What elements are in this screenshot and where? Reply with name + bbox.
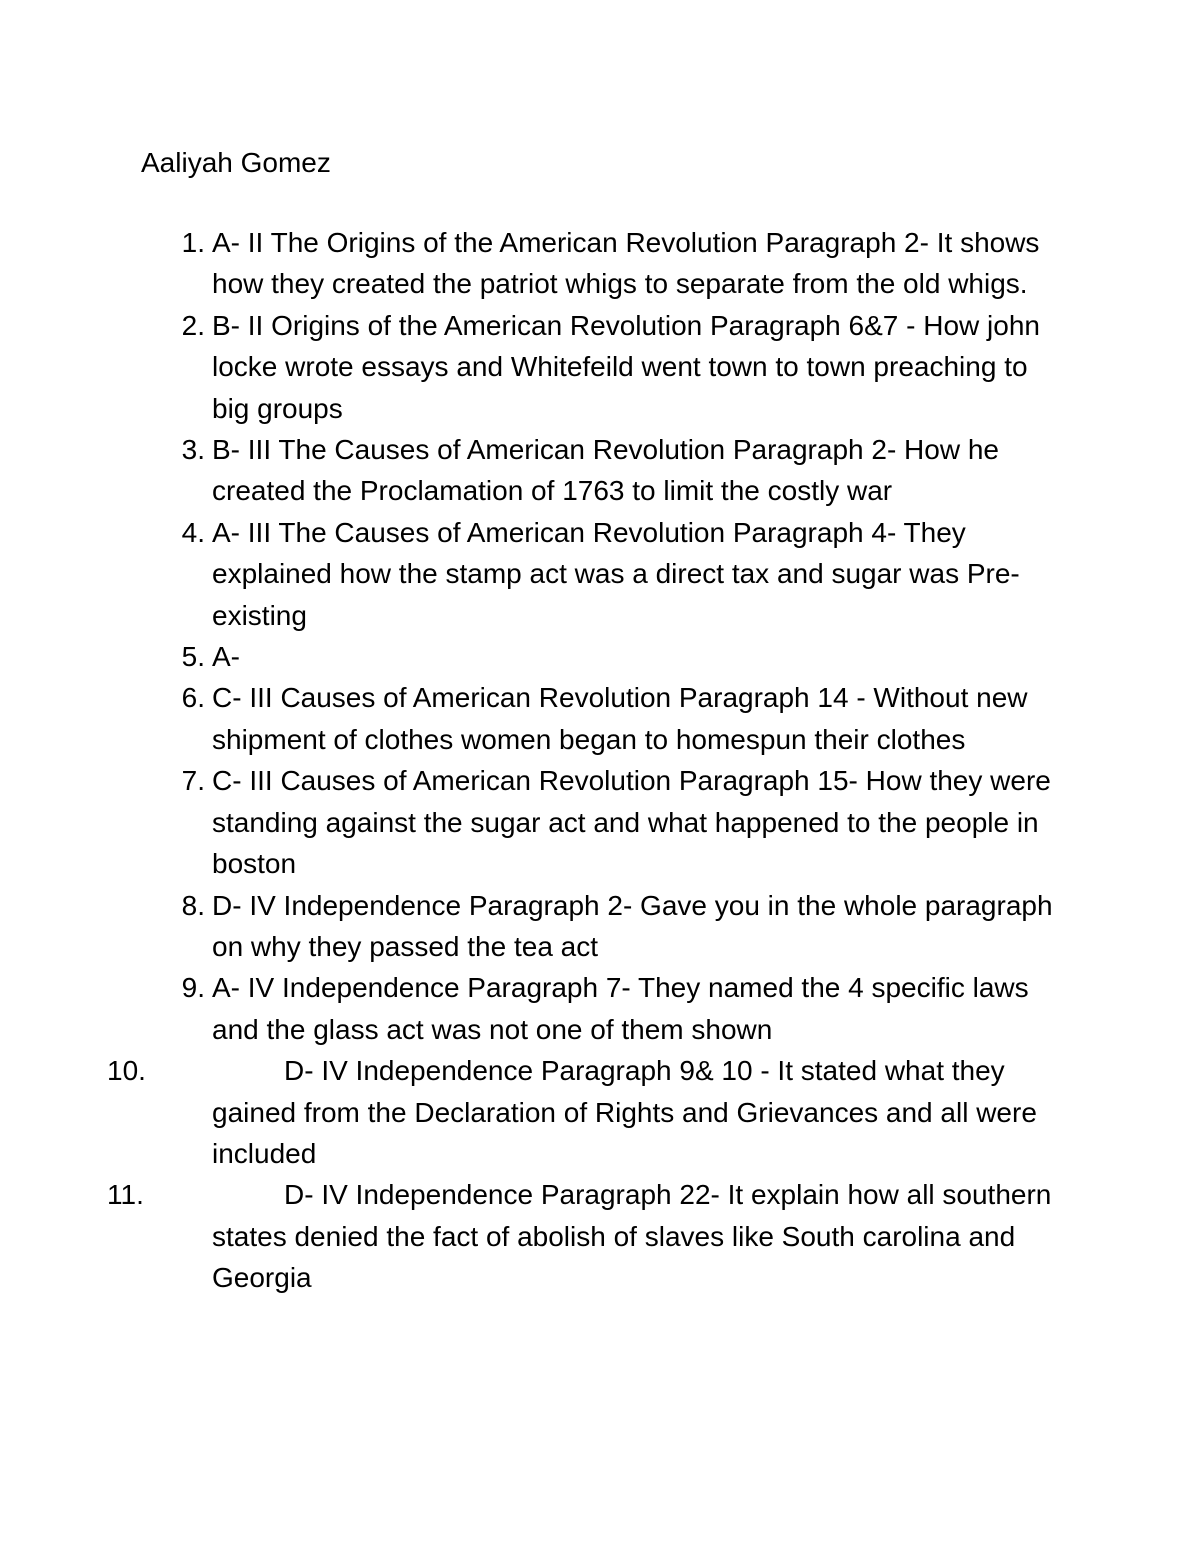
list-text: B- III The Causes of American Revolution Paragraph 2- How he created the Proclamation of 1763 to limit the costly war: [212, 434, 999, 507]
list-number: 7.: [181, 765, 205, 797]
list-text: D- IV Independence Paragraph 2- Gave you in the whole paragraph on why they passed the tea act: [212, 889, 1053, 962]
list-item: [141, 885, 1071, 968]
list-text: D- IV Independence Paragraph 9& 10 - It stated what they gained from the Declaration of Rights and Grievances and all were included: [212, 1055, 1037, 1169]
list-text: B- II Origins of the American Revolution Paragraph 6&7 - How john locke wrote essays and Whitefeild went town to town preaching to big groups: [212, 309, 1040, 424]
answer-list: [107, 222, 1071, 1299]
list-number: 2.: [181, 309, 205, 341]
list-text: D- IV Independence Paragraph 22- It explain how all southern states denied the fact of abolish of slaves like South carolina and Georgia: [212, 1179, 1052, 1294]
list-number: 1.: [181, 227, 205, 258]
list-number: 6.: [181, 682, 205, 714]
author-name: Aaliyah Gomez: [141, 147, 331, 178]
list-number: 5.: [181, 641, 205, 673]
list-text: A- III The Causes of American Revolution Paragraph 4- They explained how the stamp act was a direct tax and sugar was Pre- existing: [212, 516, 1020, 631]
list-item: [141, 429, 1071, 512]
list-item: [107, 1174, 1071, 1298]
list-item: [141, 222, 1071, 305]
list-item: [141, 305, 1071, 429]
list-number: 8.: [181, 889, 205, 921]
list-number: 11.: [107, 1179, 144, 1211]
list-item: [141, 636, 1071, 677]
list-number: 3.: [181, 434, 205, 466]
list-text: A-: [212, 641, 240, 673]
list-item: [141, 760, 1071, 884]
list-number: 10.: [107, 1055, 146, 1087]
list-text: C- III Causes of American Revolution Paragraph 14 - Without new shipment of clothes women began to homespun their clothes: [212, 682, 1028, 755]
list-item: [107, 1050, 1071, 1174]
list-number: 4.: [181, 516, 205, 548]
list-text: C- III Causes of American Revolution Paragraph 15- How they were standing against the sugar act and what happened to the people in boston: [212, 765, 1051, 880]
list-item: [141, 677, 1071, 760]
list-item: [141, 967, 1071, 1050]
list-text: A- IV Independence Paragraph 7- They named the 4 specific laws and the glass act was not one of them shown: [212, 972, 1029, 1045]
list-item: [141, 512, 1071, 636]
list-text: A- II The Origins of the American Revolution Paragraph 2- It shows how they created the patriot whigs to separate from the old whigs.: [212, 227, 1040, 300]
list-number: 9.: [181, 972, 205, 1004]
